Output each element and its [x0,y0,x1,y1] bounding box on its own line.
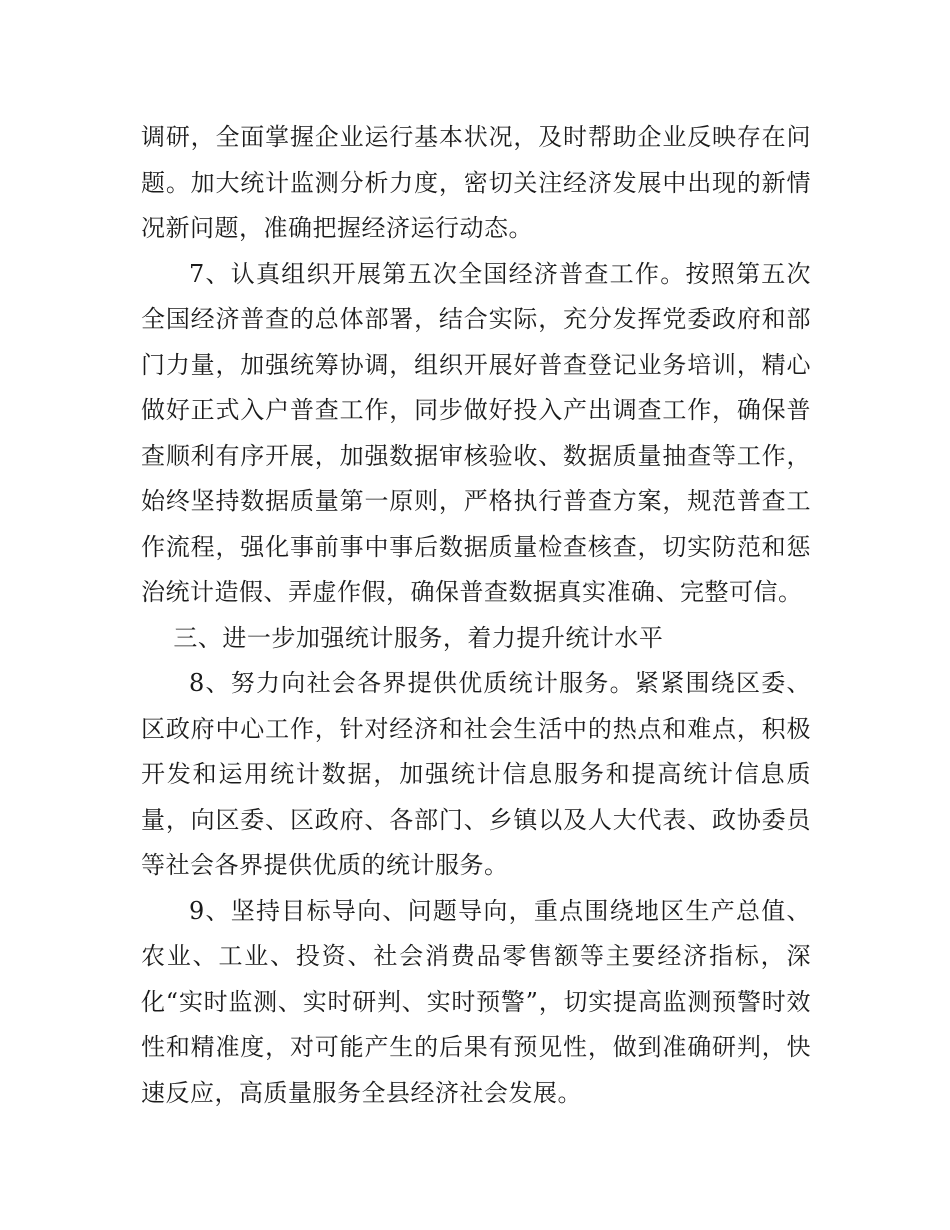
section-heading-3: 三、进一步加强统计服务，着力提升统计水平 [173,623,664,652]
paragraph-item-7: 7、认真组织开展第五次全国经济普查工作。按照第五次全国经济普查的总体部署，结合实际，充分发挥党委政府和部门力量，加强统筹协调，组织开展好普查登记业务培训，精心做好正式入户普查工作，同步做好投入产出调查工作，确保普查顺利有序开展，加强数据审核验收、数据质量抽查等工作，始终坚持数据质量第一原则，严格执行普查方案，规范普查工作流程，强化事前事中事后数据质量检查核查，切实防范和惩治统计造假、弄虚作假，确保普查数据真实准确、完整可信。 [141,259,811,606]
paragraph-continuation: 调研，全面掌握企业运行基本状况，及时帮助企业反映存在问题。加大统计监测分析力度，密切关注经济发展中出现的新情况新问题，准确把握经济运行动态。 [141,123,811,242]
document-body [141,115,811,1116]
paragraph-item-9: 9、坚持目标导向、问题导向，重点围绕地区生产总值、农业、工业、投资、社会消费品零售额等主要经济指标，深化“实时监测、实时研判、实时预警”，切实提高监测预警时效性和精准度，对可能产生的后果有预见性，做到准确研判，快速反应，高质量服务全县经济社会发展。 [141,896,811,1107]
paragraph-item-8: 8、努力向社会各界提供优质统计服务。紧紧围绕区委、区政府中心工作，针对经济和社会生活中的热点和难点，积极开发和运用统计数据，加强统计信息服务和提高统计信息质量，向区委、区政府、各部门、乡镇以及人大代表、政协委员等社会各界提供优质的统计服务。 [141,669,811,879]
